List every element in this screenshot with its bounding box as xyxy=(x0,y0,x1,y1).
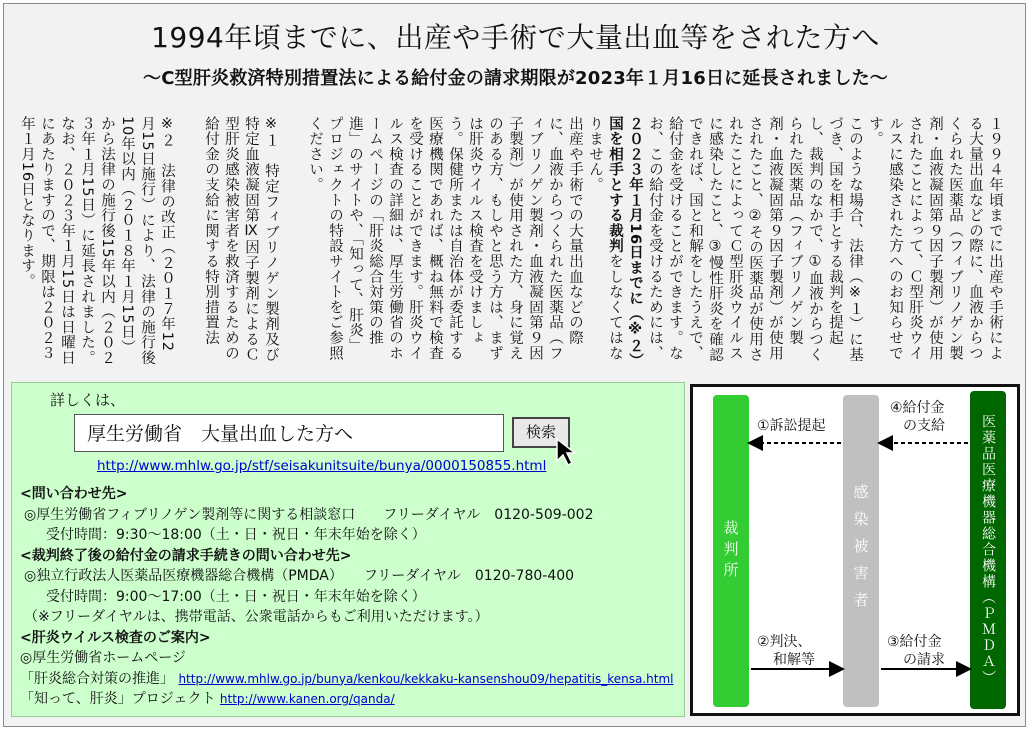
contact-3-link-2: 「知って、肝炎」プロジェクト http://www.kanen.org/qanda/ xyxy=(20,691,395,707)
contact-heading-2: <裁判終了後の給付金の請求手続きの問い合わせ先> xyxy=(20,547,352,564)
step-lawsuit-label: ①訴訟提起 xyxy=(757,418,826,434)
contact-2-note: （※フリーダイヤルは、携帯電話、公衆電話からもご利用いただけます。） xyxy=(24,609,489,625)
step-claim-label-1: ③給付金 xyxy=(887,634,942,650)
step-payment-label-1: ④給付金 xyxy=(890,400,945,416)
step-judgment-label-1: ②判決、 xyxy=(757,634,812,650)
search-url-link[interactable]: http://www.mhlw.go.jp/stf/seisakunitsuite/bunya/0000150855.html xyxy=(97,458,547,474)
page-title: 1994年頃までに、出産や手術で大量出血等をされた方へ xyxy=(151,21,880,54)
vertical-body-text xyxy=(15,116,1005,366)
contact-3-link-1: 「肝炎総合対策の推進」 http://www.mhlw.go.jp/bunya/kenkou/kekkaku-kansenshou09/hepatitis_kensa.html xyxy=(20,670,674,687)
kanen-project-link[interactable]: http://www.kanen.org/qanda/ xyxy=(219,692,395,706)
contact-heading-3: <肝炎ウイルス検査のご案内> xyxy=(20,629,211,646)
contact-2: ◎独立行政法人医薬品医療機器総合機構（PMDA） フリーダイヤル 0120-780-400 xyxy=(24,568,575,584)
pmda-box: 医薬品医療機器総合機構（ＰＭＤＡ） xyxy=(970,391,1006,709)
search-input[interactable]: 厚生労働省 大量出血した方へ xyxy=(74,414,504,452)
contact-1-hours: 受付時間：9:30～18:00（土・日・祝日・年末年始を除く） xyxy=(46,527,426,543)
hepatitis-policy-link[interactable]: http://www.mhlw.go.jp/bunya/kenkou/kekkaku-kansenshou09/hepatitis_kensa.html xyxy=(178,671,674,686)
contact-3: ◎厚生労働省ホームページ xyxy=(20,650,186,666)
contact-2-hours: 受付時間：9:00～17:00（土・日・祝日・年末年始を除く） xyxy=(46,588,426,605)
info-panel xyxy=(11,382,685,717)
process-diagram xyxy=(690,384,1020,716)
paragraph-1: １９９４年頃までに出産や手術による大量出血などの際に、血液からつくられた医薬品（フィブリノゲン製剤・血液凝固第９因子製剤）が使用されたことによって、Ｃ型肝炎ウイルスに感染された方へのお知らせです。 xyxy=(867,116,1003,361)
contacts-section xyxy=(20,484,680,710)
contact-heading-1: <問い合わせ先> xyxy=(20,486,128,502)
deadline-bold: ２０２３年１月16日までに（※２）国を相手とする裁判 xyxy=(607,116,643,362)
page-subtitle: ～C型肝炎救済特別措置法による給付金の請求期限が2023年１月16日に延長されました～ xyxy=(143,68,888,89)
step-payment-label-2: の支給 xyxy=(903,418,945,434)
victim-box: 感染被害者 xyxy=(843,395,879,707)
court-box: 裁判所 xyxy=(713,395,749,707)
diagram-arrows xyxy=(693,387,1017,713)
step-claim-label-2: の請求 xyxy=(903,652,945,668)
mouse-cursor-icon xyxy=(553,437,583,467)
footnote-1: ※１ 特定フィブリノゲン製剤及び特定血液凝固第Ⅸ因子製剤によるＣ型肝炎感染被害者を救済するための給付金の支給に関する特別措置法 xyxy=(203,116,279,363)
paragraph-3: 出産や手術での大量出血などの際に、血液からつくられた医薬品（フィブリノゲン製剤・血液凝固第９因子製剤）が使用された方、身に覚えのある方、もしやと思う方は、まずは肝炎ウイルス検査を受けましょう。保健所または自治体が委託する医療機関であれば、概ね無料で検査を受けることができます。肝炎ウイルス検査の詳細は、厚生労働省のホームページの「肝炎総合対策の推進」のサイトや、「知って、肝炎」プロジェクトの特設サイトをご参照ください。 xyxy=(307,116,583,361)
main-text xyxy=(305,116,1005,366)
search-button[interactable]: 検索 xyxy=(512,417,570,448)
search-label: 詳しくは、 xyxy=(50,391,126,409)
step-judgment-label-2: 和解等 xyxy=(773,652,815,668)
footnote-2: ※２ 法律の改正（２０１７年12月15日施行）により、法律の施行後10年以内（２０１８年１月15日）から法律の施行後15年以内（２０２３年１月15日）に延長されました。なお、２０２３年１月15日は日曜日にあたりますので、期限は２０２３年１月16日となります。 xyxy=(19,116,175,366)
paragraph-2: このような場合、法律（※１）に基づき、国を相手とする裁判を提起し、裁判のなかで、①血液からつくられた医薬品（フィブリノゲン製剤・血液凝固第９因子製剤）が使用されたこと、②その医薬品が使用されたことによってＣ型肝炎ウイルスに感染したこと、③慢性肝炎を確認できれば、国と和解をしたうえで、給付金を受けることができます。なお、この給付金を受けるためには、２０２３年１月16日までに（※２）国を相手とする裁判をしなくてはなりません。 xyxy=(587,116,863,363)
contact-1: ◎厚生労働省フィブリノゲン製剤等に関する相談窓口 フリーダイヤル 0120-509-002 xyxy=(24,506,594,523)
